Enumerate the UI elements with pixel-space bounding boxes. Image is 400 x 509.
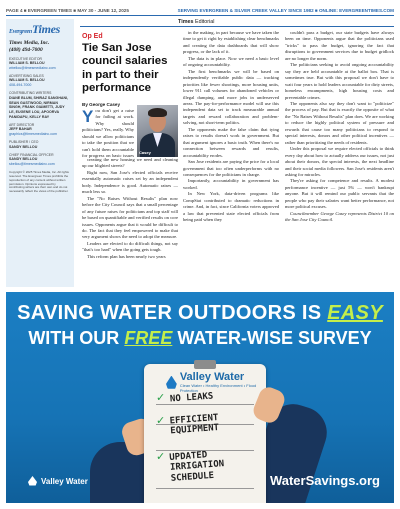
author-photo bbox=[137, 105, 178, 157]
checklist-item-3: UPDATED IRRIGATION SCHEDULE bbox=[169, 450, 225, 484]
article-paragraph: couldn't pass a budget, our state budgets have always been on time. Opponents argue that the politicians used "tricks" to pass the budget, ignoring the fact that disruptions to government services due to budget gridlock are no longer the norm. bbox=[285, 30, 394, 61]
article-paragraph: San Jose residents are paying the price for a local government that too often underperforms with no consequences for the politicians in charge. bbox=[183, 159, 279, 177]
drop-cap: Y bbox=[82, 108, 94, 126]
article-paragraph: The politicians seeking to avoid ongoing accountability say they are held accountable at the ballot box. That is sometimes true. But with this proposal we don't have to wait four years to hold leaders accountable for dirty streets, homeless encampments, high housing costs and preventable crimes. bbox=[285, 62, 394, 100]
article-paragraph: Councilmember George Casey represents District 10 on the San Jose City Council. bbox=[285, 210, 394, 223]
staff-entry: ADVERTISING SALES WILLIAM S. BELLOU 408-494-7000 bbox=[9, 73, 45, 88]
page-header-bar bbox=[6, 6, 394, 16]
page-tagline: SERVING EVERGREEN & SILVER CREEK VALLEY SINCE 1982 ■ ONLINE: EVERGREENTIMES.COM bbox=[177, 8, 394, 13]
article-column-3 bbox=[285, 30, 394, 287]
survey-clipboard bbox=[144, 364, 266, 503]
article-paragraph: Leaders are elected to do difficult things, not say "that's too hard" when the going gets tough. bbox=[82, 240, 178, 253]
article-paragraph: Importantly, accountability in government has worked. bbox=[183, 178, 279, 190]
article-paragraph: Right now, San Jose's elected officials receive essentially automatic raises set by an independent body. Independence is good. Automatic raises — much less so. bbox=[82, 169, 178, 195]
article-kicker: Op Ed bbox=[82, 33, 103, 40]
section-label: Times Editorial bbox=[178, 19, 215, 25]
article-paragraph: The opponents also say they don't want to "politicize" the process of pay. But that is exactly the opposite of what the "No Raises Without Results" plan does. We are working to reduce the highly political system of pressure and rewards that cause too many politicians to respond to special interests, donors and other political incentives — rather than prioritizing the needs of residents. bbox=[285, 100, 394, 145]
valley-water-advertisement[interactable] bbox=[6, 292, 394, 503]
article-paragraph: The first benchmarks we will be based on independently verifiable public data — tracking priorities like fewer shootings, more housing units, lower 911 call volumes for abandoned vehicles or illegal dumping, and more jobs in underserved areas. The pay-for-performance model will use this independent data set to track measurable annual targets and reward collaboration and problem-solving, not short-term politics. bbox=[183, 68, 279, 126]
checklist-item-2: EFFICIENT EQUIPMENT bbox=[169, 413, 220, 437]
clipboard-logo: Valley Water Clean Water • Healthy Environment • Flood Protection bbox=[166, 372, 266, 393]
checklist-item-1: NO LEAKS bbox=[169, 391, 214, 405]
staff-list bbox=[9, 57, 71, 167]
article-paragraph: creating the new housing we need and cleaning up our blighted streets? bbox=[82, 157, 178, 169]
section-divider bbox=[80, 26, 394, 27]
article-column-1-bottom bbox=[82, 157, 178, 287]
staff-entry: CONTRIBUTING WRITERS DIANE BLUM, SHIRAZ SANGHANI, SEAN GASTWOOD, NIRMAN SINGH, FRANK GIAMETTI, JUDY LE, EUGENE LOU, APOORVA PANIDAPU, KELLY RAY bbox=[9, 91, 69, 120]
article-paragraph: in the making, in part because we have taken the time to get it right by establishing clear benchmarks and creating the data dashboards that will show progress, or the lack of it. bbox=[183, 30, 279, 55]
article-paragraph: This reform plan has been nearly two years bbox=[87, 253, 166, 259]
ad-headline-line-2: WITH OUR FREE WATER-WISE SURVEY bbox=[28, 328, 372, 348]
copyright-notice: Copyright © 2025 Times Media, Inc. All rights reserved. The Evergreen Times prohibits the reproduction of any content without written permission. Opinions expressed by contributing writers are their own and do not necessarily reflect the views of the publisher. bbox=[9, 169, 69, 194]
page-folio: PAGE 4 ■ EVERGREEN TIMES ■ MAY 30 - JUNE 12, 2025 bbox=[6, 8, 129, 13]
checkmark-icon: ✓ bbox=[156, 414, 166, 427]
masthead-sidebar bbox=[6, 19, 74, 287]
staff-entry: CHIEF FINANCIAL OFFICER SANDY BELLOU sbellou@timesmediainc.com bbox=[9, 152, 55, 167]
ad-website-link[interactable]: WaterSavings.org bbox=[269, 473, 380, 488]
masthead-logo: EvergreenTimes bbox=[9, 22, 61, 36]
article-headline: Tie San Jose council salaries in part to their performance bbox=[82, 42, 168, 95]
water-drop-icon bbox=[28, 476, 37, 486]
article-byline: By George Casey bbox=[82, 102, 121, 107]
clipboard-clip-icon bbox=[194, 360, 216, 369]
checkmark-icon: ✓ bbox=[156, 391, 166, 404]
article-paragraph: The data is in place. Now we need a basic level of ongoing accountability. bbox=[183, 55, 279, 68]
checkmark-icon: ✓ bbox=[156, 450, 166, 463]
staff-entry: PUBLISHER / CEO SANDY BELLOU bbox=[9, 140, 39, 149]
staff-entry: ART DIRECTOR JEFF BAHAR graphics@timesmediainc.com bbox=[9, 122, 57, 137]
ad-headline-line-1: SAVING WATER OUTDOORS IS EASY bbox=[17, 302, 383, 324]
publisher-name: Times Media, Inc. (408) 494-7000 bbox=[9, 40, 50, 53]
article-paragraph: In New York, data-driven programs like CompStat contributed to dramatic reductions in crime. And, in fact, since California voters approved a law that prevented state elected officials from being paid when they bbox=[183, 191, 279, 223]
article-column-2 bbox=[183, 30, 279, 287]
article-column-1-top: You don't get a raise for failing at work. Why should politicians? Yes, really. Why should we allow politicians to take the position that we can't hold them accountable for progress on basic issues bbox=[82, 108, 134, 158]
article-paragraph: The opponents make the false claim that tying raises to results doesn't work in government. But that argument ignores a basic truth. When there's no connection between rewards and results, accountability erodes. bbox=[183, 126, 279, 158]
staff-entry: EXECUTIVE EDITOR WILLIAM S. BELLOU wbellou@timesmediainc.com bbox=[9, 56, 56, 70]
valley-water-logo: Valley Water bbox=[28, 476, 88, 486]
water-drop-icon bbox=[166, 376, 177, 390]
article-paragraph: They're asking for competence and results. A modest performance incentive — just 5% — won't bankrupt anyone. But it will remind our public servants that the people who pay their salaries want better performance, not more political excuses. bbox=[285, 178, 394, 210]
article-paragraph: Under this proposal we require elected officials to think every day about how to actually address our issues, not just about their donors, the special interests, the next headline and their social media followers. San Jose's residents aren't asking for miracles. bbox=[285, 146, 394, 177]
article-paragraph: The "No Raises Without Results" plan now before the City Council says that a small percentage of any future raises for politicians and top staff will be based on quantifiable and verified results on core issues. Opponents argue that it would be difficult to do. The fact that they feel empowered to make that very argument shows the need to adopt the measure. bbox=[82, 195, 178, 240]
photo-caption: Casey bbox=[139, 150, 151, 155]
